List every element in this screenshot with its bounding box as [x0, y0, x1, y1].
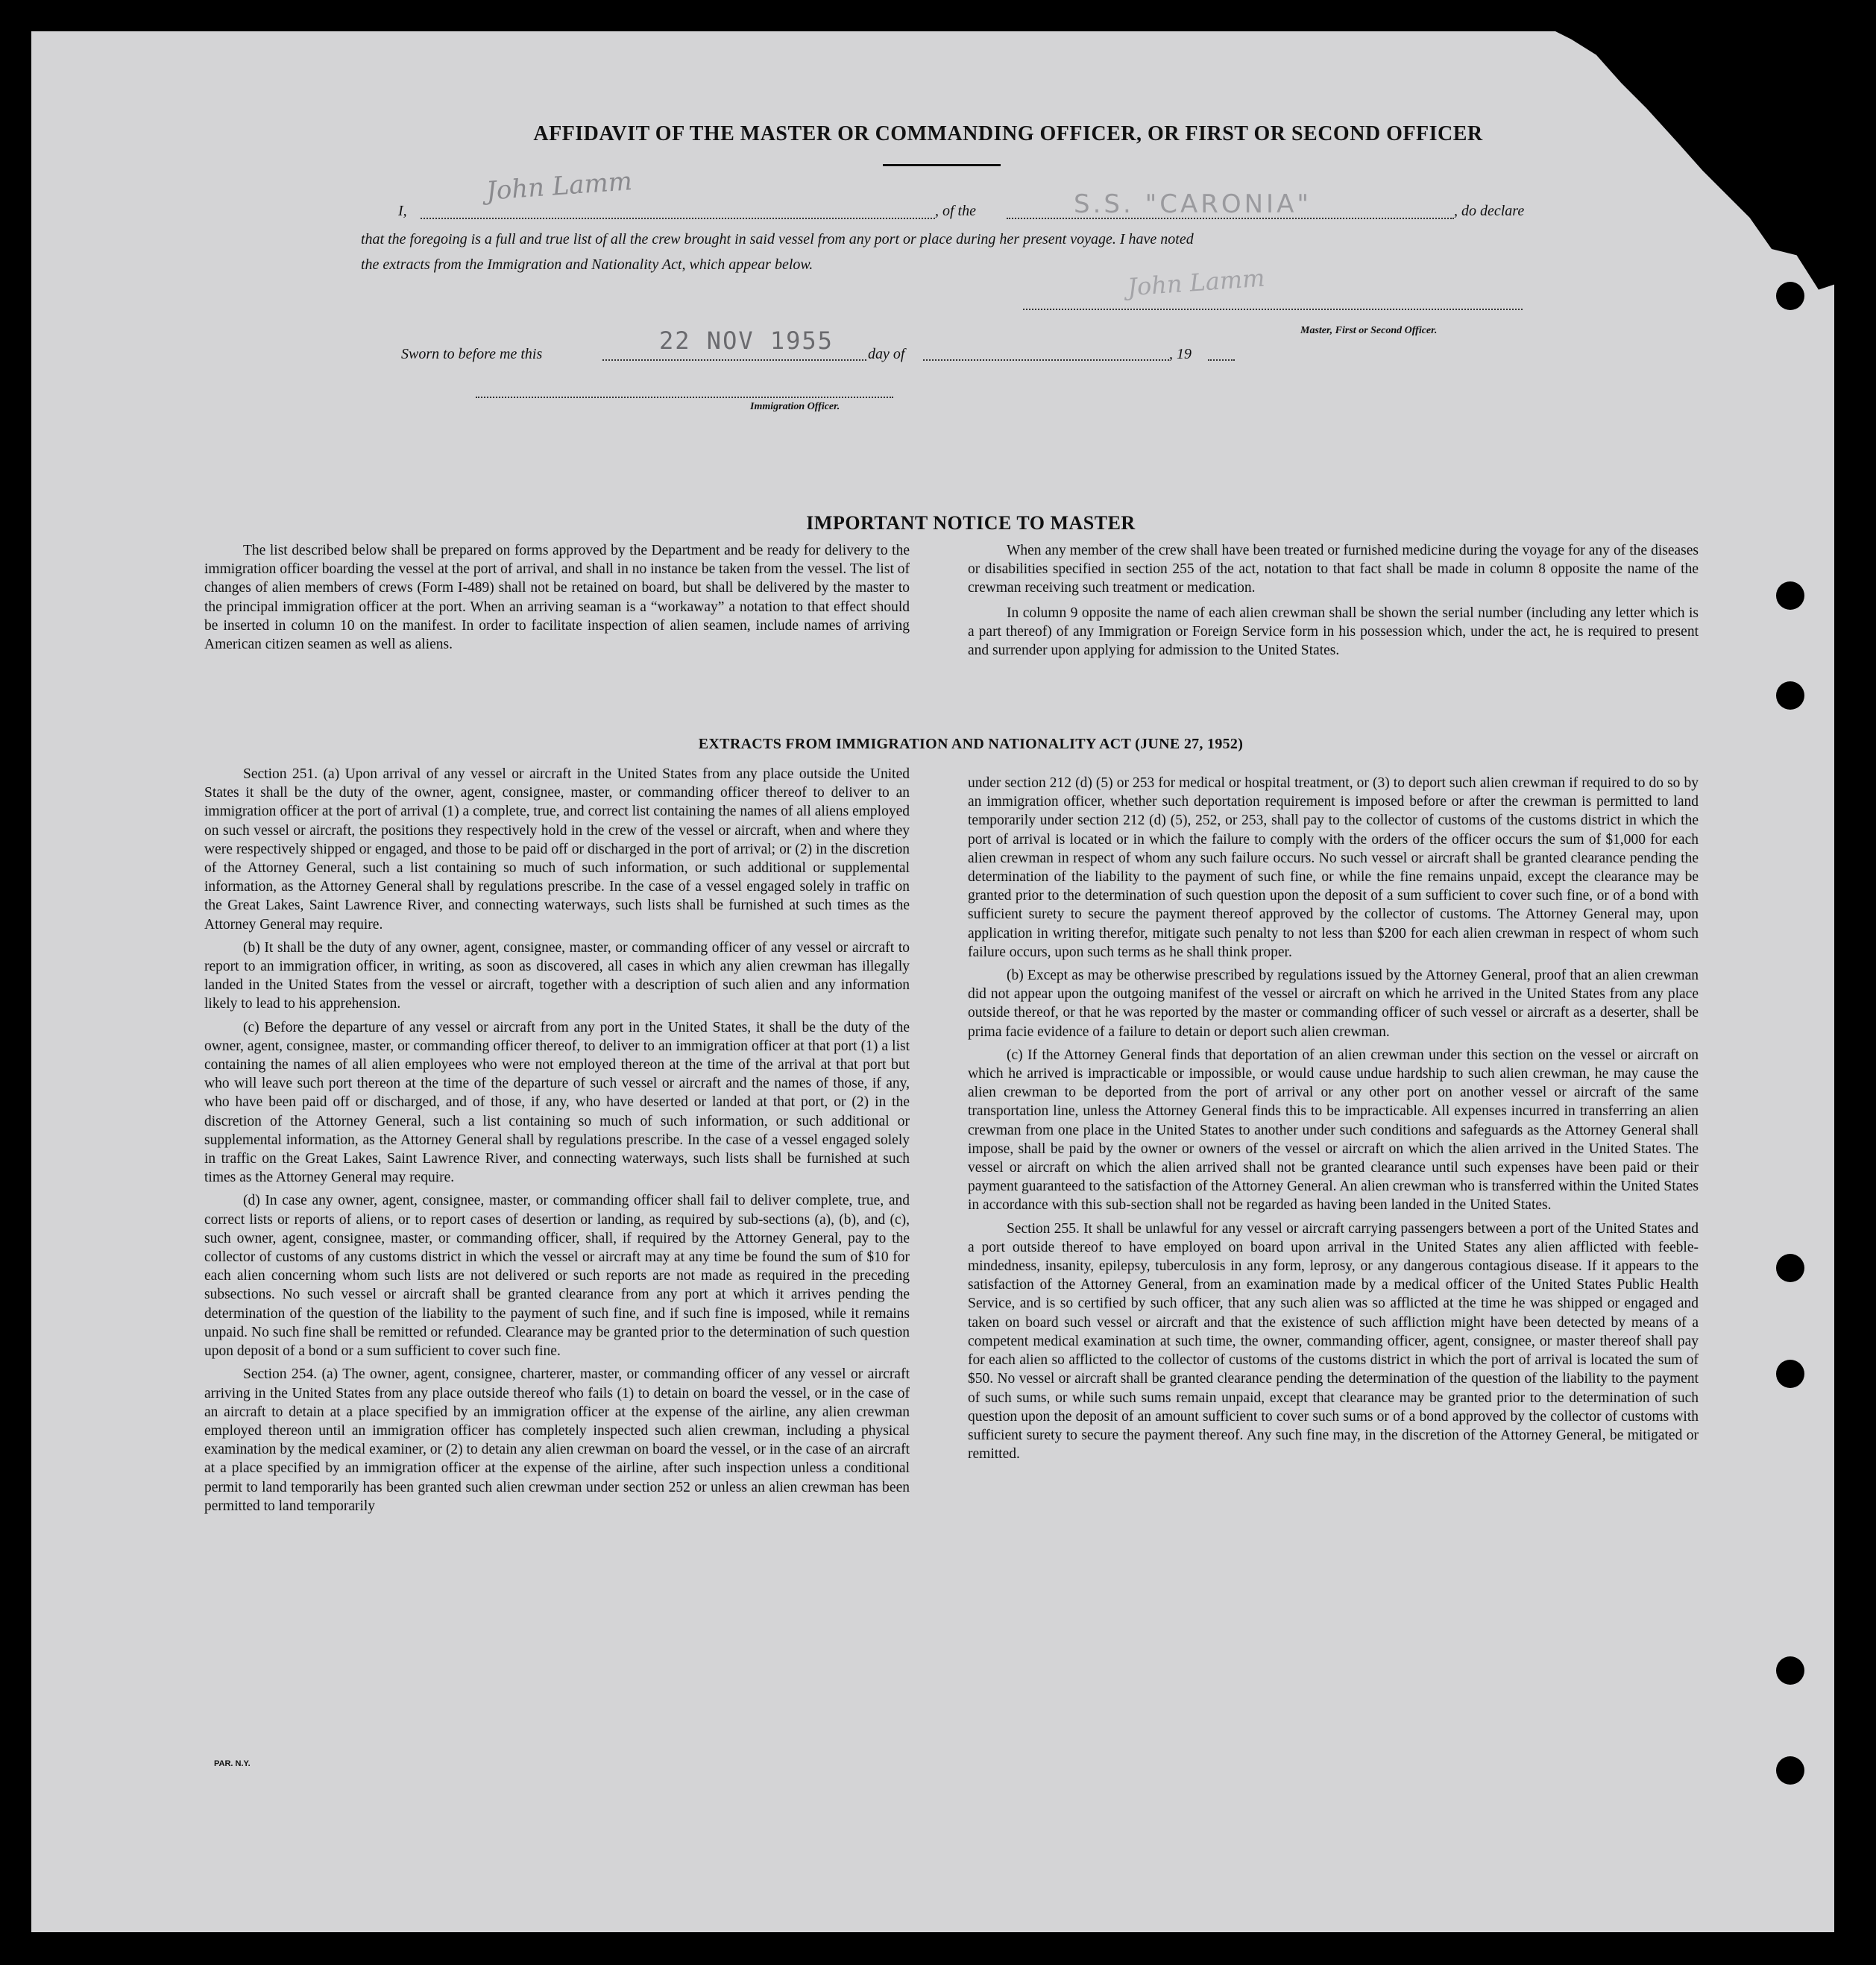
statement-line-1: that the foregoing is a full and true list of all the crew brought in said vessel from any port or place during her present voyage. I have noted	[361, 231, 1194, 247]
title-divider	[883, 164, 1001, 166]
binder-hole	[1776, 1254, 1804, 1282]
binder-hole	[1776, 1656, 1804, 1685]
i-label: I,	[398, 203, 407, 219]
document-page	[31, 31, 1834, 1932]
binder-hole	[1776, 1360, 1804, 1388]
section-254-a: Section 254. (a) The owner, agent, consignee, charterer, master, or commanding officer of any vessel or aircraft arriving in the United States from any place outside thereof who fails (1) to detain on board the vessel, or in the case of an aircraft to detain at a place specified by an immigration officer at the expense of the airline, any alien crewman employed thereon until an immigration officer has completely inspected such alien crewman, including a physical examination by the medical examiner, or (2) to detain any alien crewman on board the vessel, or in the case of an aircraft at a place specified by an immigration officer at the expense of the airline, after such inspection unless a conditional permit to land temporarily has been granted such alien crewman under section 252 or unless an alien crewman has been permitted to land temporarily	[204, 1366, 910, 1514]
notice-right-paragraph-2: In column 9 opposite the name of each alien crewman shall be shown the serial number (including any letter which is a part thereof) of any Immigration or Foreign Service form in his possession which, under the act, he is required to present and surrender upon applying for admission to the United States.	[968, 605, 1699, 659]
year-line	[1208, 343, 1235, 361]
section-251-d: (d) In case any owner, agent, consignee, master, or commanding officer shall fail to deliver complete, true, and correct lists or reports of aliens, or to report cases of desertion or landing, as required by sub-sections (a), (b), and (c), such owner, agent, consignee, master, or commanding officer, shall, if required by the Attorney General, pay to the collector of customs of any customs district in which the vessel or aircraft may at any time be found the sum of $10 for each alien concerning whom such lists are not delivered or such reports are not made as required in the preceding subsections. No such vessel or aircraft shall be granted clearance from any port at which it arrives pending the determination of the question of the liability to the payment of such fine, and if such fine is imposed, while it remains unpaid. No such fine shall be remitted or refunded. Clearance may be granted prior to the determination of such question upon deposit of a bond or a sum sufficient to cover such fine.	[204, 1193, 910, 1360]
sworn-label: Sworn to before me this	[401, 346, 543, 362]
day-of-label: day of	[868, 346, 905, 362]
section-255: Section 255. It shall be unlawful for any vessel or aircraft carrying passengers between a port of the United States and a port outside thereof to have employed on board upon arrival in the United States any alien afflicted with feeble-mindedness, insanity, epilepsy, tuberculosis in any form, leprosy, or any dangerous contagious disease. If it appears to the satisfaction of the Attorney General, from an examination made by a medical officer of the United States Public Health Service, and is so certified by such officer, that any such alien was so afflicted at the time he was shipped or engaged and taken on board such vessel or aircraft and that the existence of such affliction might have been detected by means of a competent medical examination at such time, the owner, commanding officer, agent, consignee, or master thereof shall pay for each alien so afflicted to the collector of customs of the customs district in which the port of arrival is located the sum of $50. No vessel or aircraft shall be granted clearance pending the determination of the question of the liability to the payment of such sums, or while such sums remain unpaid, except that clearance may be granted prior to the determination of such question upon the deposit of an amount sufficient to cover such sums or of a bond approved by the collector of customs with sufficient surety to secure the payment thereof. Any such fine may, in the discretion of the Attorney General, be mitigated or remitted.	[968, 1220, 1699, 1463]
section-254-a-continued: under section 212 (d) (5) or 253 for medical or hospital treatment, or (3) to deport such alien crewman if required to do so by an immigration officer, whether such deportation requirement is imposed before or after the crewman is permitted to land temporarily under section 212 (d) (5), 252, or 253, shall pay to the collector of customs of the customs district in which the port of arrival is located or in which the failure to comply with the orders of the officer occurs the sum of $1,000 for each alien crewman in respect of whom any such failure occurs. No such vessel or aircraft shall be granted clearance pending the determination of the liability to the payment of such fine, or while the fine remains unpaid, except the clearance may be granted prior to the determination of such question upon the deposit of a sum sufficient to cover such fine, or of a bond with sufficient surety to secure the payment thereof approved by the collector of customs. The Attorney General may, upon application in writing therefor, mitigate such penalty to not less than $200 for each alien crewman in respect of whom such failure occurs, upon such terms as he shall think proper.	[968, 775, 1699, 960]
of-the-label: , of the	[935, 203, 976, 219]
extracts-left-column	[204, 765, 910, 1520]
signature-line	[1023, 307, 1523, 310]
master-handwritten-name: John Lamm	[485, 166, 634, 206]
vessel-name: S.S. "CARONIA"	[1074, 189, 1312, 219]
master-signature: John Lamm	[1126, 263, 1266, 302]
section-251-c: (c) Before the departure of any vessel or aircraft from any port in the United States, it shall be the duty of the owner, agent, consignee, master, or commanding officer thereof, to deliver to an immigration officer at that port (1) a list containing the names of all alien employees who were not employed thereon at the time of the arrival at that port but who will leave such port thereon at the time of the departure of such vessel or aircraft and the names of those, if any, who have been paid off or discharged, and of those, if any, who have deserted or landed at that port, or (2) in the discretion of the Attorney General, such a list containing so much of such information, or such additional or supplemental information, as the Attorney General shall by regulations prescribe. In the case of a vessel engaged solely in traffic on the Great Lakes, Saint Lawrence River, and connecting waterways, such lists shall be furnished at such times as the Attorney General may require.	[204, 1019, 910, 1186]
officer-signature-line	[476, 395, 893, 398]
section-254-b: (b) Except as may be otherwise prescribed by regulations issued by the Attorney General, proof that an alien crewman did not appear upon the outgoing manifest of the vessel or aircraft on which he arrived in the United States from any place outside thereof, or that he was reported by the master or commanding officer of such vessel or aircraft as a deserter, shall be prima facie evidence of a failure to detain or deport such alien crewman.	[968, 968, 1699, 1040]
notice-left-paragraph: The list described below shall be prepared on forms approved by the Department and be ready for delivery to the immigration officer boarding the vessel at the port of arrival, and shall in no instance be taken from the vessel. The list of changes of alien members of crews (Form I-489) shall not be retained on board, but shall be delivered by the master to the principal immigration officer at the port. When an arriving seaman is a “workaway” a notation to that effect should be inserted in column 10 on the manifest. In order to facilitate inspection of alien seamen, include names of arriving American citizen seamen as well as aliens.	[204, 543, 910, 653]
year-label: , 19	[1169, 346, 1192, 362]
notice-right-column	[968, 541, 1699, 660]
section-251-b: (b) It shall be the duty of any owner, agent, consignee, master, or commanding officer of any vessel or aircraft to report to an immigration officer, in writing, as soon as discovered, all cases in which any alien crewman has illegally landed in the United States from the vessel or aircraft, together with a description of such alien and any information likely to lead to his apprehension.	[204, 939, 910, 1012]
month-line	[923, 343, 1169, 361]
extracts-title: EXTRACTS FROM IMMIGRATION AND NATIONALITY ACT (JUNE 27, 1952)	[698, 736, 1244, 752]
extracts-right-column	[968, 774, 1699, 1468]
signature-caption: Master, First or Second Officer.	[1300, 325, 1438, 336]
notice-left-column	[204, 541, 910, 654]
notice-title: IMPORTANT NOTICE TO MASTER	[806, 512, 1136, 534]
notice-right-paragraph-1: When any member of the crew shall have been treated or furnished medicine during the voyage for any of the diseases or disabilities specified in section 255 of the act, notation to that fact shall be made in column 8 opposite the name of the crewman receiving such treatment or medication.	[968, 543, 1699, 596]
binder-hole	[1776, 681, 1804, 710]
affidavit-title: AFFIDAVIT OF THE MASTER OR COMMANDING OFFICER, OR FIRST OR SECOND OFFICER	[533, 122, 1483, 145]
binder-hole	[1776, 581, 1804, 610]
do-declare-label: , do declare	[1454, 203, 1525, 219]
statement-line-2: the extracts from the Immigration and Nationality Act, which appear below.	[361, 256, 813, 273]
section-251-a: Section 251. (a) Upon arrival of any vessel or aircraft in the United States from any place outside the United States it shall be the duty of the owner, agent, consignee, master, or commanding officer thereof to deliver to an immigration officer at the port of arrival (1) a complete, true, and correct list containing the names of all aliens employed on such vessel or aircraft, the positions they respectively hold in the crew of the vessel or aircraft, when and where they were respectively shipped or engaged, and those to be paid off or discharged in the port of arrival; or (2) in the discretion of the Attorney General, such a list containing so much of such information, or such additional or supplemental information, as the Attorney General shall by regulations prescribe. In the case of a vessel engaged solely in traffic on the Great Lakes, Saint Lawrence River, and connecting waterways, such lists shall be furnished at such times as the Attorney General may require.	[204, 766, 910, 933]
binder-hole	[1776, 1756, 1804, 1785]
printer-mark: PAR. N.Y.	[214, 1759, 251, 1768]
officer-caption: Immigration Officer.	[750, 401, 840, 412]
section-254-c: (c) If the Attorney General finds that deportation of an alien crewman under this section on the vessel or aircraft on which he arrived is impracticable or impossible, or would cause undue hardship to such alien crewman, he may cause the alien crewman to be deported from the port of arrival or any other port on another vessel or aircraft of the same transportation line, unless the Attorney General finds this to be impracticable. All expenses incurred in transferring an alien crewman from one place in the United States to another under such conditions and safeguards as the Attorney General shall impose, shall be paid by the owner or owners of the vessel or aircraft on which the alien arrived in the United States. The vessel or aircraft on which the alien arrived shall not be granted clearance until such expenses have been paid or their payment guaranteed to the satisfaction of the Attorney General. An alien crewman who is transferred within the United States in accordance with this sub-section shall not be regarded as having been landed in the United States.	[968, 1047, 1699, 1214]
binder-hole	[1776, 282, 1804, 310]
date-stamp: 22 NOV 1955	[659, 327, 834, 355]
